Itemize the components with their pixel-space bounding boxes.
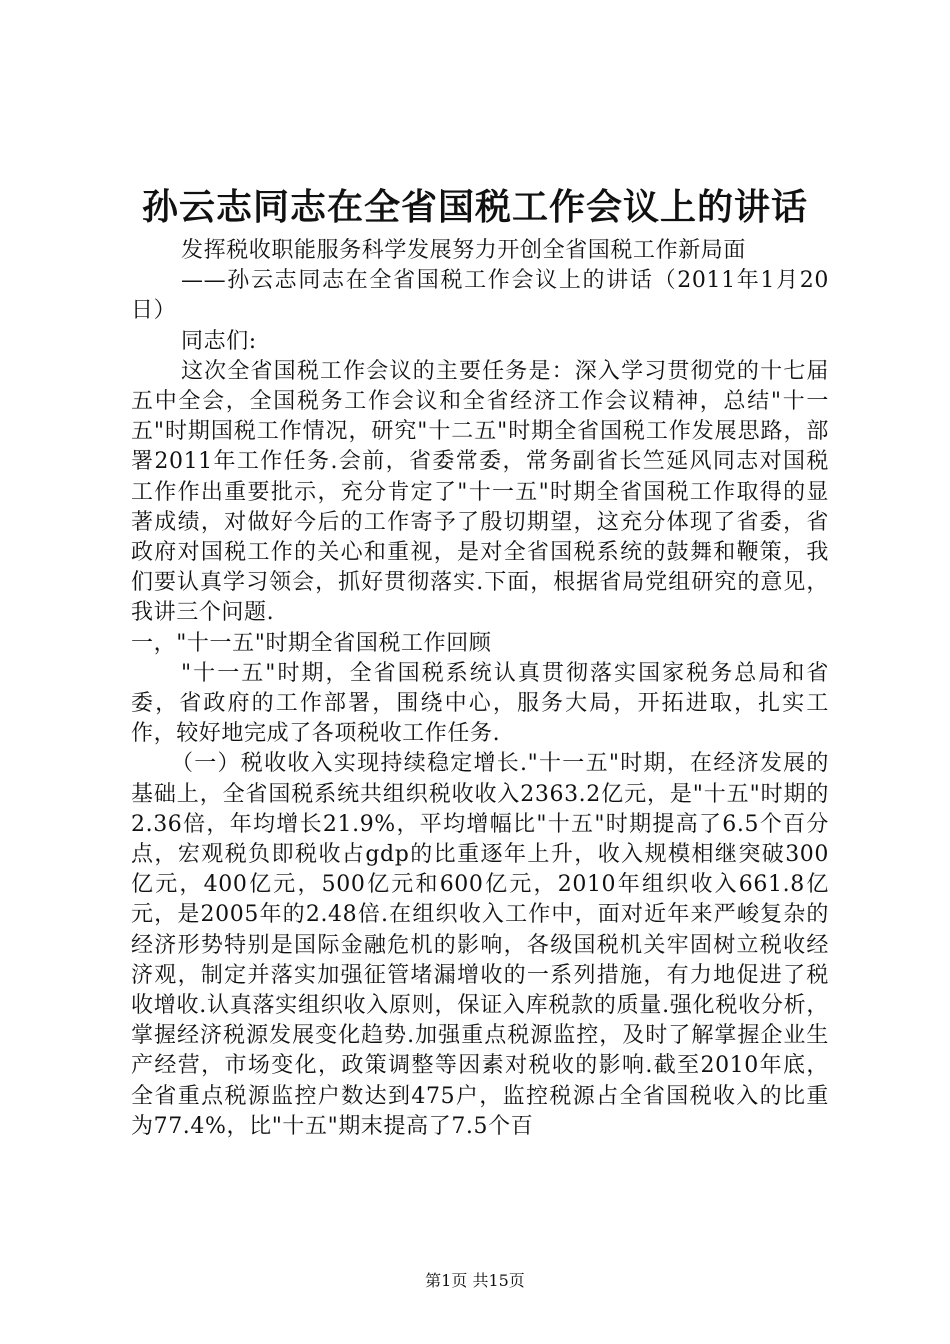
page-number: 第1页 共15页: [425, 1271, 525, 1290]
document-body: [131, 236, 829, 1142]
body-paragraph: 这次全省国税工作会议的主要任务是：深入学习贯彻党的十七届五中全会，全国税务工作会议和全省经济工作会议精神，总结"十一五"时期国税工作情况，研究"十二五"时期全省国税工作发展思路，部署2011年工作任务.会前，省委常委，常务副省长竺延风同志对国税工作作出重要批示，充分肯定了"十一五"时期全省国税工作取得的显著成绩，对做好今后的工作寄予了殷切期望，这充分体现了省委，省政府对国税工作的关心和重视，是对全省国税系统的鼓舞和鞭策，我们要认真学习领会，抓好贯彻落实.下面，根据省局党组研究的意见，我讲三个问题.: [131, 358, 829, 626]
subtitle: 发挥税收职能服务科学发展努力开创全省国税工作新局面: [181, 238, 747, 263]
salutation: 同志们:: [181, 328, 257, 354]
subtitle-byline: ——孙云志同志在全省国税工作会议上的讲话（2011年1月20日）: [131, 268, 829, 324]
page-title: 孙云志同志在全省国税工作会议上的讲话: [141, 187, 808, 228]
body-paragraph: "十一五"时期，全省国税系统认真贯彻落实国家税务总局和省委，省政府的工作部署，围绕中心，服务大局，开拓进取，扎实工作，较好地完成了各项税收工作任务.: [131, 660, 829, 747]
section-heading: 一，"十一五"时期全省国税工作回顾: [131, 630, 492, 656]
body-paragraph: （一）税收收入实现持续稳定增长."十一五"时期，在经济发展的基础上，全省国税系统共组织税收收入2363.2亿元，是"十五"时期的2.36倍，年均增长21.9%，平均增幅比"十五"时期提高了6.5个百分点，宏观税负即税收占gdp的比重逐年上升，收入规模相继突破300亿元，400亿元，500亿元和600亿元，2010年组织收入661.8亿元，是2005年的2.48倍.在组织收入工作中，面对近年来严峻复杂的经济形势特别是国际金融危机的影响，各级国税机关牢固树立税收经济观，制定并落实加强征管堵漏增收的一系列措施，有力地促进了税收增收.认真落实组织收入原则，保证入库税款的质量.强化税收分析，掌握经济税源发展变化趋势.加强重点税源监控，及时了解掌握企业生产经营，市场变化，政策调整等因素对税收的影响.截至2010年底，全省重点税源监控户数达到475户，监控税源占全省国税收入的比重为77.4%，比"十五"期末提高了7.5个百: [131, 751, 829, 1139]
